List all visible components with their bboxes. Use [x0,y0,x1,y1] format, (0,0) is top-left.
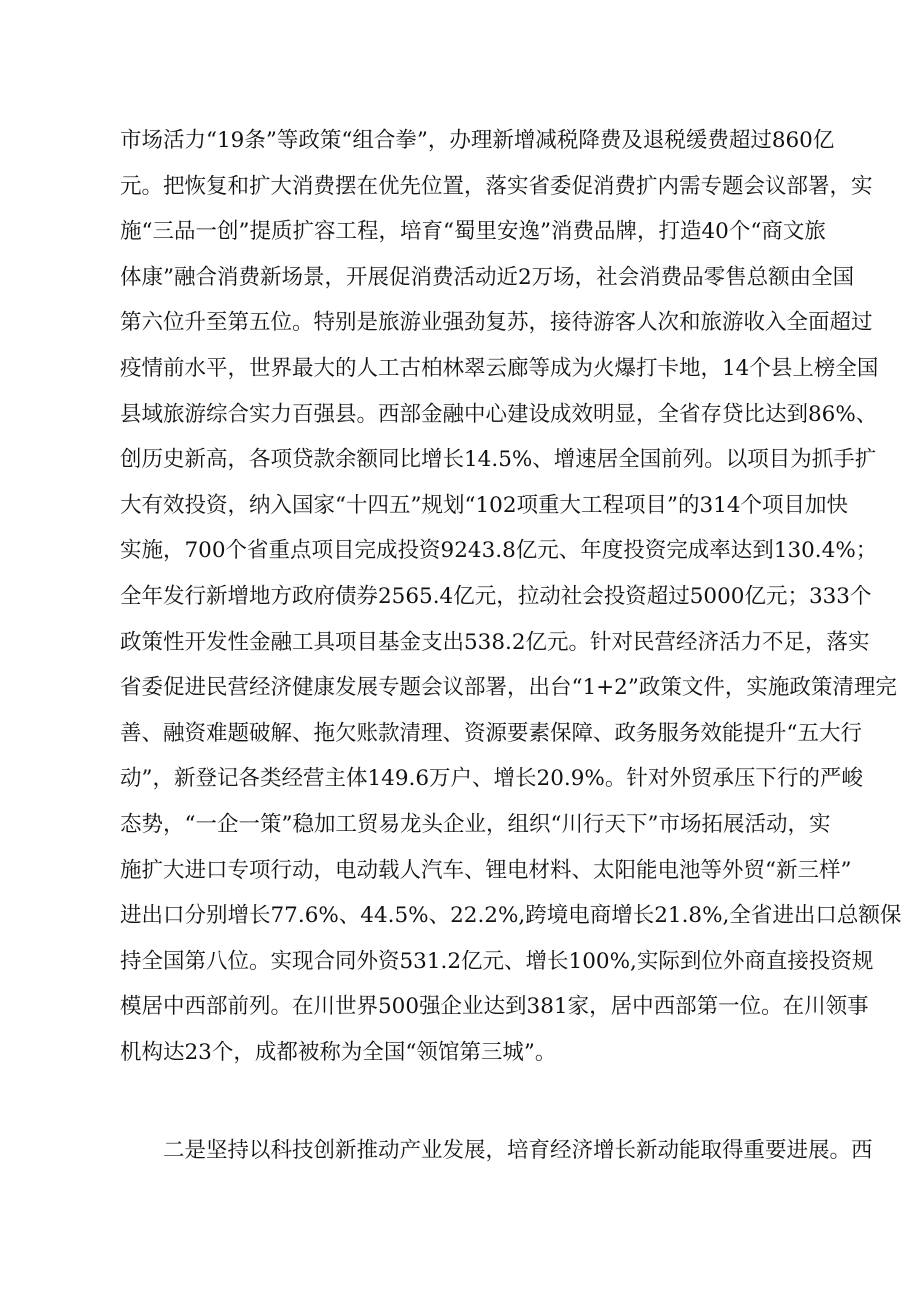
text-line: 施“三品一创”提质扩容工程，培育“蜀里安逸”消费品牌，打造40个“商文旅 [120,219,826,245]
text-line: 实施，700个省重点项目完成投资9243.8亿元、年度投资完成率达到130.4%； [120,538,878,564]
text-line: 疫情前水平，世界最大的人工古柏林翠云廊等成为火爆打卡地，14个县上榜全国 [120,355,879,381]
text-line: 县域旅游综合实力百强县。西部金融中心建设成效明显，全省存贷比达到86%、 [120,401,878,427]
text-line: 进出口分别增长77.6%、44.5%、22.2%,跨境电商增长21.8%,全省进出口总额保 [120,903,902,929]
text-line: 模居中西部前列。在川世界500强企业达到381家，居中西部第一位。在川领事 [120,994,869,1020]
text-line: 善、融资难题破解、拖欠账款清理、资源要素保障、政务服务效能提升“五大行 [120,720,862,746]
text-line: 市场活力“19条”等政策“组合拳”，办理新增减税降费及退税缓费超过860亿 [120,128,835,153]
text-line: 第六位升至第五位。特别是旅游业强劲复苏，接待游客人次和旅游收入全面超过 [120,310,873,336]
text-line: 施扩大进口专项行动，电动载人汽车、锂电材料、太阳能电池等外贸“新三样” [120,857,852,883]
text-line: 持全国第八位。实现合同外资531.2亿元、增长100%,实际到位外商直接投资规 [120,948,874,974]
text-line: 大有效投资，纳入国家“十四五”规划“102项重大工程项目”的314个项目加快 [120,492,849,518]
text-line: 二是坚持以科技创新推动产业发展，培育经济增长新动能取得重要进展。西 [163,1138,873,1163]
text-line: 省委促进民营经济健康发展专题会议部署，出台“1+2”政策文件，实施政策清理完 [120,675,897,701]
body-paragraph-1 [120,118,902,1075]
text-line: 机构达23个，成都被称为全国“领馆第三城”。 [120,1039,557,1065]
body-paragraph-2 [120,1128,873,1174]
text-line: 体康”融合消费新场景，开展促消费活动近2万场，社会消费品零售总额由全国 [120,264,855,290]
text-line: 政策性开发性金融工具项目基金支出538.2亿元。针对民营经济活力不足，落实 [120,629,870,655]
text-line: 创历史新高，各项贷款余额同比增长14.5%、增速居全国前列。以项目为抓手扩 [120,447,877,473]
text-line: 元。把恢复和扩大消费摆在优先位置，落实省委促消费扩内需专题会议部署，实 [120,173,873,199]
text-line: 全年发行新增地方政府债券2565.4亿元，拉动社会投资超过5000亿元；333个 [120,583,872,609]
text-line: 动”，新登记各类经营主体149.6万户、增长20.9%。针对外贸承压下行的严峻 [120,766,863,792]
text-line: 态势，“一企一策”稳加工贸易龙头企业，组织“川行天下”市场拓展活动，实 [120,811,831,837]
